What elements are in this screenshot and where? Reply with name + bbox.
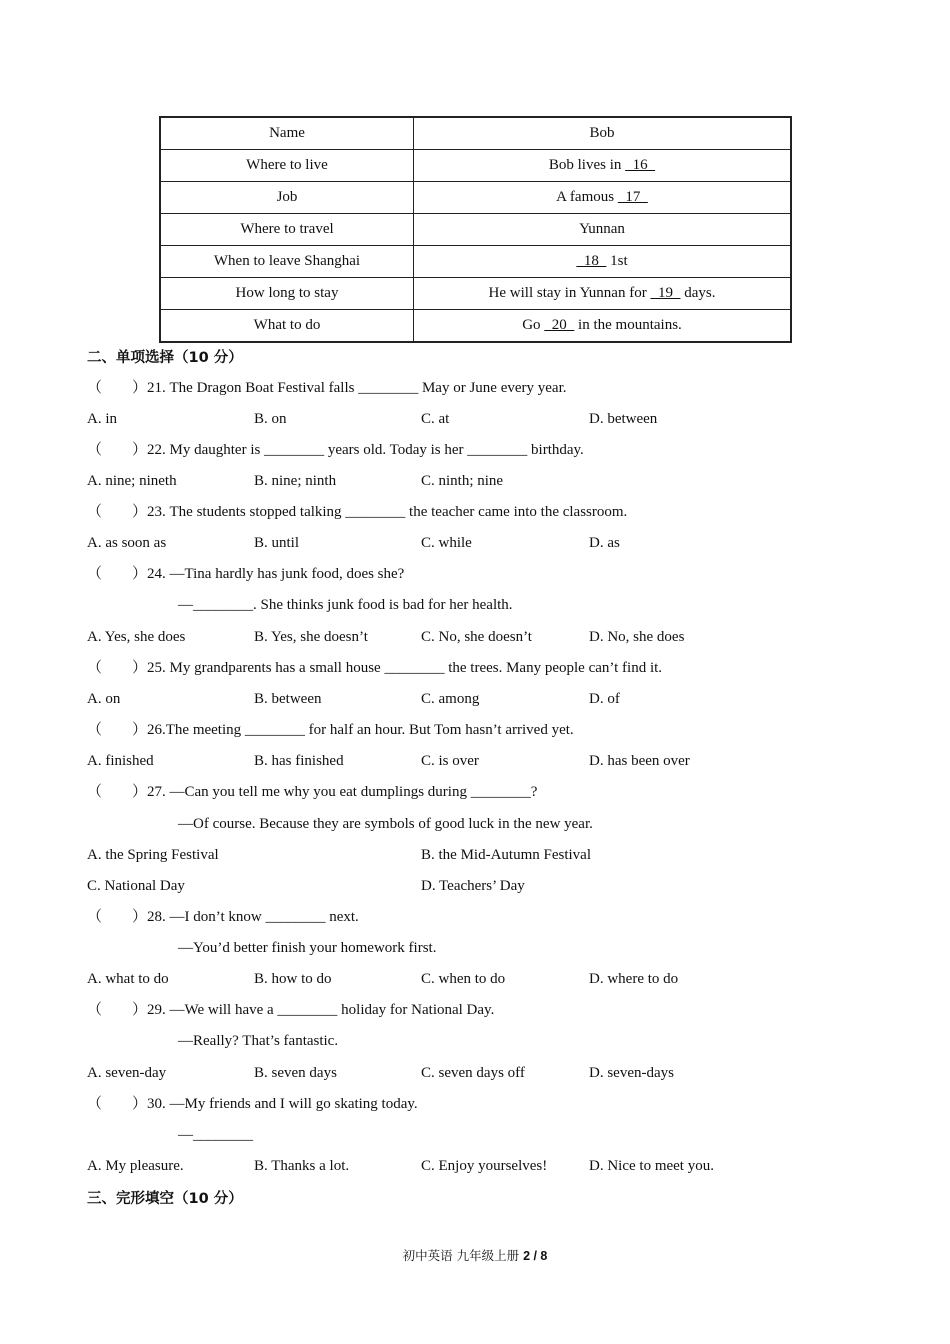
blank-20: 20 xyxy=(544,317,575,333)
question-28-reply: —You’d better finish your homework first. xyxy=(178,940,437,956)
option-b: B. until xyxy=(254,535,300,551)
question-23: （ ）23. The students stopped talking ________ the teacher came into the classroom. xyxy=(87,504,628,520)
option-a: A. seven-day xyxy=(87,1065,167,1081)
option-d: D. Teachers’ Day xyxy=(421,878,525,894)
page-number: 2 / 8 xyxy=(523,1249,548,1263)
question-26: （ ）26.The meeting ________ for half an hour. But Tom hasn’t arrived yet. xyxy=(87,722,574,738)
option-a: A. on xyxy=(87,691,121,707)
table-row xyxy=(160,150,791,182)
table-label: How long to stay xyxy=(160,278,414,310)
option-c: C. No, she doesn’t xyxy=(421,629,532,645)
table-value: Go 20 in the mountains. xyxy=(414,310,792,343)
table-row xyxy=(160,182,791,214)
section-heading: 二、单项选择（10 分） xyxy=(87,350,243,366)
question-29-reply: —Really? That’s fantastic. xyxy=(178,1033,339,1049)
question-25: （ ）25. My grandparents has a small house ________ the trees. Many people can’t find it. xyxy=(87,660,663,676)
option-d: D. where to do xyxy=(589,971,679,987)
section-heading: 三、完形填空（10 分） xyxy=(87,1191,243,1207)
option-c: C. seven days off xyxy=(421,1065,525,1081)
option-c: C. ninth; nine xyxy=(421,473,504,489)
table-label: Job xyxy=(160,182,414,214)
question-22: （ ）22. My daughter is ________ years old. Today is her ________ birthday. xyxy=(87,442,584,458)
option-a: A. as soon as xyxy=(87,535,167,551)
option-a: A. nine; nineth xyxy=(87,473,177,489)
option-d: D. seven-days xyxy=(589,1065,674,1081)
option-a: A. in xyxy=(87,411,117,427)
option-c: C. National Day xyxy=(87,878,185,894)
option-d: D. between xyxy=(589,411,658,427)
option-b: B. the Mid-Autumn Festival xyxy=(421,847,591,863)
table-row xyxy=(160,117,791,150)
option-c: C. when to do xyxy=(421,971,506,987)
option-a: A. My pleasure. xyxy=(87,1158,184,1174)
option-d: D. as xyxy=(589,535,620,551)
option-d: D. No, she does xyxy=(589,629,685,645)
blank-17: 17 xyxy=(617,189,648,205)
table-row xyxy=(160,246,791,278)
table-label: Where to live xyxy=(160,150,414,182)
table-value: Bob lives in 16 xyxy=(414,150,792,182)
option-d: D. of xyxy=(589,691,620,707)
option-a: A. what to do xyxy=(87,971,169,987)
page-footer xyxy=(0,1246,950,1264)
option-d: D. Nice to meet you. xyxy=(589,1158,714,1174)
option-b: B. seven days xyxy=(254,1065,337,1081)
table-value: He will stay in Yunnan for 19 days. xyxy=(414,278,792,310)
option-c: C. at xyxy=(421,411,450,427)
option-b: B. how to do xyxy=(254,971,332,987)
table-value: Yunnan xyxy=(414,214,792,246)
blank-19: 19 xyxy=(650,285,681,301)
question-24: （ ）24. —Tina hardly has junk food, does she? xyxy=(87,566,405,582)
option-b: B. Thanks a lot. xyxy=(254,1158,350,1174)
option-b: B. between xyxy=(254,691,322,707)
table-label: Name xyxy=(160,117,414,150)
option-a: A. Yes, she does xyxy=(87,629,186,645)
table-label: When to leave Shanghai xyxy=(160,246,414,278)
option-c: C. while xyxy=(421,535,472,551)
option-b: B. Yes, she doesn’t xyxy=(254,629,368,645)
blank-18: 18 xyxy=(576,253,607,269)
option-c: C. is over xyxy=(421,753,479,769)
option-c: C. Enjoy yourselves! xyxy=(421,1158,548,1174)
table-value: A famous 17 xyxy=(414,182,792,214)
option-d: D. has been over xyxy=(589,753,690,769)
footer-text: 初中英语 九年级上册 xyxy=(402,1248,524,1263)
option-c: C. among xyxy=(421,691,480,707)
info-table xyxy=(159,116,792,343)
question-29: （ ）29. —We will have a ________ holiday for National Day. xyxy=(87,1002,495,1018)
option-b: B. nine; ninth xyxy=(254,473,337,489)
question-28: （ ）28. —I don’t know ________ next. xyxy=(87,909,359,925)
question-27-reply: —Of course. Because they are symbols of good luck in the new year. xyxy=(178,816,593,832)
question-24-reply: —________. She thinks junk food is bad for her health. xyxy=(178,597,513,613)
table-row xyxy=(160,214,791,246)
option-b: B. on xyxy=(254,411,287,427)
table-label: What to do xyxy=(160,310,414,343)
question-30: （ ）30. —My friends and I will go skating today. xyxy=(87,1096,418,1112)
table-row xyxy=(160,278,791,310)
table-label: Where to travel xyxy=(160,214,414,246)
option-a: A. the Spring Festival xyxy=(87,847,219,863)
option-a: A. finished xyxy=(87,753,154,769)
table-value: Bob xyxy=(414,117,792,150)
option-b: B. has finished xyxy=(254,753,344,769)
table-row xyxy=(160,310,791,343)
question-27: （ ）27. —Can you tell me why you eat dumplings during ________? xyxy=(87,784,538,800)
table-value: 18 1st xyxy=(414,246,792,278)
question-21: （ ）21. The Dragon Boat Festival falls ________ May or June every year. xyxy=(87,380,567,396)
blank-16: 16 xyxy=(625,157,656,173)
question-30-reply: —________ xyxy=(178,1127,253,1143)
